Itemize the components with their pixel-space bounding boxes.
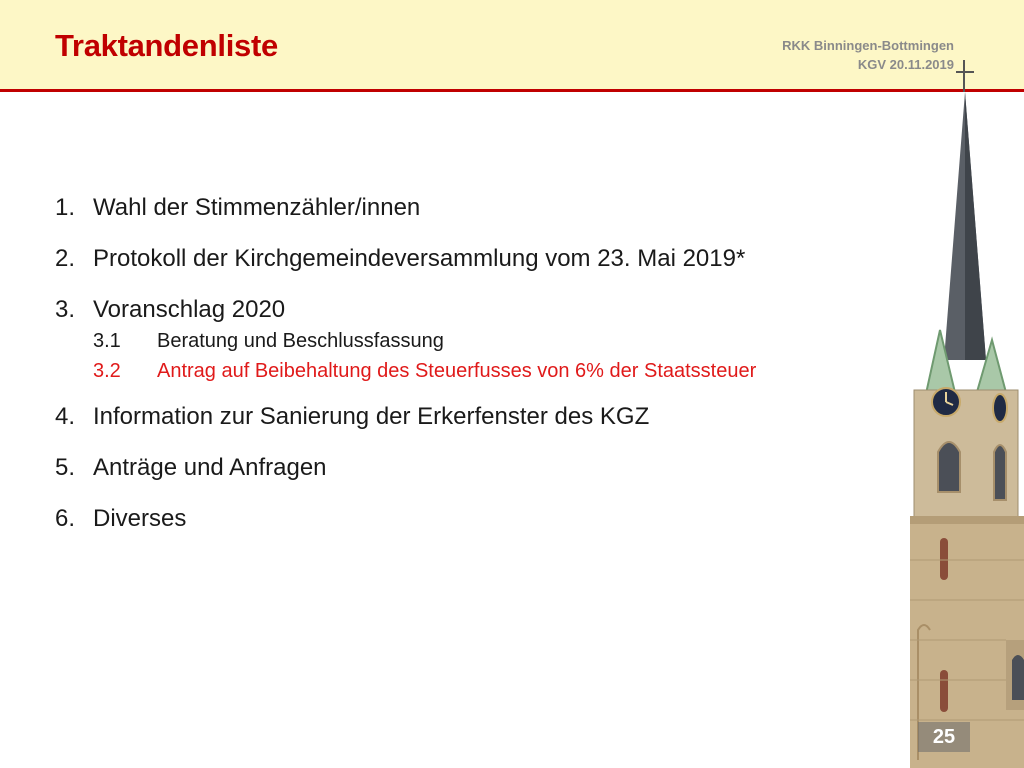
subitem-text: Antrag auf Beibehaltung des Steuerfusses von 6% der Staatssteuer <box>157 360 757 382</box>
subitem-text: Beratung und Beschlussfassung <box>157 330 444 352</box>
agenda-item-text: Wahl der Stimmenzähler/innen <box>93 194 421 221</box>
slide-header <box>0 0 1024 92</box>
agenda-item-number: 3. <box>55 296 76 323</box>
agenda-subitem-3-2 <box>93 356 756 386</box>
agenda-item-text: Diverses <box>93 505 187 532</box>
page-number: 25 <box>932 726 956 748</box>
agenda-item-text: Information zur Sanierung der Erkerfenster des KGZ <box>93 403 650 430</box>
agenda-item-text: Voranschlag 2020 <box>93 296 286 323</box>
church-tower-image <box>888 60 1024 768</box>
agenda-item-2 <box>55 241 875 292</box>
agenda-item-number: 6. <box>55 505 76 532</box>
agenda-item-text: Protokoll der Kirchgemeindeversammlung vom 23. Mai 2019* <box>93 245 746 272</box>
agenda-subitems <box>93 326 756 386</box>
agenda-item-number: 4. <box>55 403 76 430</box>
slide-title: Traktandenliste <box>55 28 278 63</box>
agenda-item-3-content <box>93 292 756 399</box>
agenda-item-number: 2. <box>55 245 76 272</box>
agenda-item-3 <box>55 292 875 399</box>
agenda-item-5 <box>55 450 875 501</box>
agenda-item-4 <box>55 399 875 450</box>
agenda-list <box>55 190 875 552</box>
agenda-item-1 <box>55 190 875 241</box>
meeting-date: KGV 20.11.2019 <box>857 57 954 72</box>
agenda-subitem-3-1 <box>93 326 756 356</box>
organization-name: RKK Binningen-Bottmingen <box>782 38 954 53</box>
subitem-number: 3.2 <box>93 360 121 382</box>
agenda-item-6 <box>55 501 875 552</box>
agenda-item-number: 5. <box>55 454 76 481</box>
subitem-number: 3.1 <box>93 330 121 352</box>
agenda-item-number: 1. <box>55 194 76 221</box>
agenda-item-text: Anträge und Anfragen <box>93 454 327 481</box>
